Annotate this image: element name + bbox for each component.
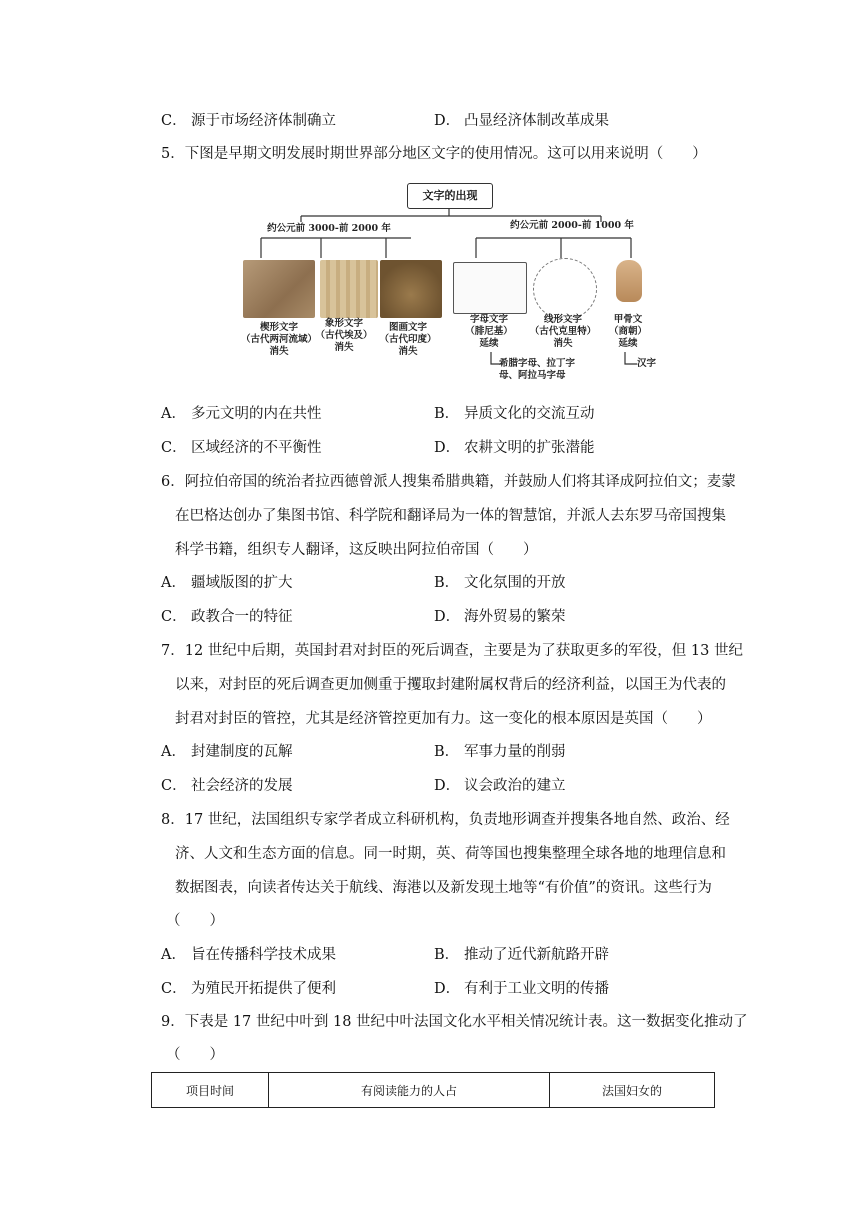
option-text: 旨在传播科学技术成果 [191, 947, 336, 963]
table-header-cell: 有阅读能力的人占 [269, 1073, 550, 1108]
q8-stem-line-1: 8．17 世纪，法国组织专家学者成立科研机构，负责地形调查并搜集各地自然、政治、经 [161, 812, 730, 828]
cuneiform-tablet-image [243, 260, 315, 318]
option-letter: D． [434, 981, 461, 997]
option-text: 区域经济的不平衡性 [191, 440, 322, 456]
q4-option-c [161, 110, 336, 132]
left-period-label: 约公元前 3000-前 2000 年 [267, 223, 391, 234]
table-header-cell: 项目时间 [152, 1073, 269, 1108]
right-period-label: 约公元前 2000-前 1000 年 [510, 220, 634, 231]
caption-region: （商朝） [608, 326, 647, 337]
linear-script-disc-image [533, 258, 597, 320]
option-text: 凸显经济体制改革成果 [464, 113, 609, 129]
q8-option-b [434, 944, 609, 966]
oracle-bone-image [616, 260, 642, 302]
option-text: 文化氛围的开放 [464, 575, 566, 591]
q7-stem-line-3: 封君对封臣的管控，尤其是经济管控更加有力。这一变化的根本原因是英国（ ） [175, 711, 712, 727]
caption-fate: 延续 [479, 338, 499, 349]
writing-origins-diagram [241, 180, 673, 385]
caption-region: （古代克里特） [529, 326, 597, 337]
caption-phoenician [453, 314, 525, 350]
caption-title: 楔形文字 [259, 322, 298, 333]
option-letter: D． [434, 113, 461, 129]
option-text: 政教合一的特征 [191, 609, 293, 625]
caption-oracle [601, 314, 655, 350]
q8-stem-line-2: 济、人文和生态方面的信息。同一时期，英、荷等国也搜集整理全球各地的地理信息和 [175, 846, 726, 862]
q4-option-d [434, 110, 609, 132]
option-letter: D． [434, 609, 461, 625]
q7-option-d [434, 775, 566, 797]
q8-stem-line-4: （ ） [166, 913, 224, 929]
caption-fate: 消失 [269, 346, 289, 357]
option-letter: C． [161, 981, 187, 997]
q6-option-c [161, 606, 293, 628]
q7-stem-line-1: 7．12 世纪中后期，英国封君对封臣的死后调查，主要是为了获取更多的军役，但 13 世纪 [161, 643, 743, 659]
option-letter: C． [161, 440, 187, 456]
oracle-descendant: 汉字 [637, 358, 657, 369]
q6-option-d [434, 606, 566, 628]
option-letter: C． [161, 609, 187, 625]
q6-stem-line-2: 在巴格达创办了集图书馆、科学院和翻译局为一体的智慧馆，并派人去东罗马帝国搜集 [175, 508, 726, 524]
indus-seal-image [380, 260, 442, 318]
option-text: 军事力量的削弱 [464, 744, 566, 760]
option-text: 有利于工业文明的传播 [464, 981, 609, 997]
option-text: 海外贸易的繁荣 [464, 609, 566, 625]
option-letter: A． [161, 575, 186, 591]
option-text: 议会政治的建立 [464, 778, 566, 794]
option-text: 源于市场经济体制确立 [191, 113, 336, 129]
caption-hieroglyph [311, 318, 377, 354]
q9-stem-line-1: 9．下表是 17 世纪中叶到 18 世纪中叶法国文化水平相关情况统计表。这一数据变化推动了 [161, 1014, 748, 1030]
phoenician-descendants [499, 358, 589, 382]
q8-stem-line-3: 数据图表，向读者传达关于航线、海港以及新发现土地等“有价值”的资讯。这些行为 [175, 880, 712, 896]
q9-stem-line-2: （ ） [166, 1047, 224, 1063]
option-text: 多元文明的内在共性 [191, 406, 322, 422]
q5-stem: 5．下图是早期文明发展时期世界部分地区文字的使用情况。这可以用来说明（ ） [161, 146, 707, 162]
caption-region: （腓尼基） [465, 326, 513, 337]
option-text: 异质文化的交流互动 [464, 406, 595, 422]
descendants-line: 希腊字母、拉丁字 [499, 358, 576, 369]
q9-data-table [151, 1072, 715, 1108]
option-letter: B． [434, 575, 460, 591]
q7-option-a [161, 741, 293, 763]
caption-linear [527, 314, 599, 350]
option-text: 封建制度的瓦解 [191, 744, 293, 760]
q7-stem-line-2: 以来，对封臣的死后调查更加侧重于攫取封建附属权背后的经济利益，以国王为代表的 [175, 677, 726, 693]
caption-cuneiform [235, 322, 323, 358]
q8-option-d [434, 978, 609, 1000]
q6-option-a [161, 572, 293, 594]
diagram-root: 文字的出现 [407, 183, 493, 209]
option-text: 疆域版图的扩大 [191, 575, 293, 591]
caption-fate: 消失 [334, 342, 354, 353]
q6-stem-line-3: 科学书籍，组织专人翻译，这反映出阿拉伯帝国（ ） [175, 542, 538, 558]
caption-fate: 消失 [553, 338, 573, 349]
caption-title: 字母文字 [469, 314, 508, 325]
caption-title: 图画文字 [388, 322, 427, 333]
table-header-cell: 法国妇女的 [550, 1073, 715, 1108]
q8-option-a [161, 944, 336, 966]
option-letter: D． [434, 778, 461, 794]
caption-title: 甲骨文 [613, 314, 643, 325]
option-letter: A． [161, 947, 186, 963]
option-letter: B． [434, 947, 460, 963]
option-letter: A． [161, 406, 186, 422]
caption-fate: 延续 [618, 338, 638, 349]
option-text: 为殖民开拓提供了便利 [191, 981, 336, 997]
phoenician-script-image [453, 262, 527, 314]
option-letter: C． [161, 113, 187, 129]
caption-region: （古代两河流域） [240, 334, 317, 345]
q6-option-b [434, 572, 566, 594]
option-text: 社会经济的发展 [191, 778, 293, 794]
caption-indus [371, 322, 445, 358]
option-letter: C． [161, 778, 187, 794]
caption-region: （古代印度） [379, 334, 437, 345]
caption-region: （古代埃及） [315, 330, 373, 341]
option-letter: B． [434, 406, 460, 422]
table-header-row [152, 1073, 715, 1108]
option-letter: B． [434, 744, 460, 760]
descendants-line: 母、阿拉马字母 [499, 370, 566, 381]
q5-option-d [434, 437, 595, 459]
option-text: 推动了近代新航路开辟 [464, 947, 609, 963]
q5-option-c [161, 437, 322, 459]
option-letter: A． [161, 744, 186, 760]
caption-fate: 消失 [398, 346, 418, 357]
option-letter: D． [434, 440, 461, 456]
caption-title: 象形文字 [324, 318, 363, 329]
q8-option-c [161, 978, 336, 1000]
option-text: 农耕文明的扩张潜能 [464, 440, 595, 456]
hieroglyph-image [320, 260, 378, 318]
q5-option-b [434, 403, 595, 425]
q5-option-a [161, 403, 322, 425]
q7-option-b [434, 741, 566, 763]
q6-stem-line-1: 6．阿拉伯帝国的统治者拉西德曾派人搜集希腊典籍，并鼓励人们将其译成阿拉伯文；麦蒙 [161, 474, 736, 490]
caption-title: 线形文字 [543, 314, 582, 325]
q7-option-c [161, 775, 293, 797]
